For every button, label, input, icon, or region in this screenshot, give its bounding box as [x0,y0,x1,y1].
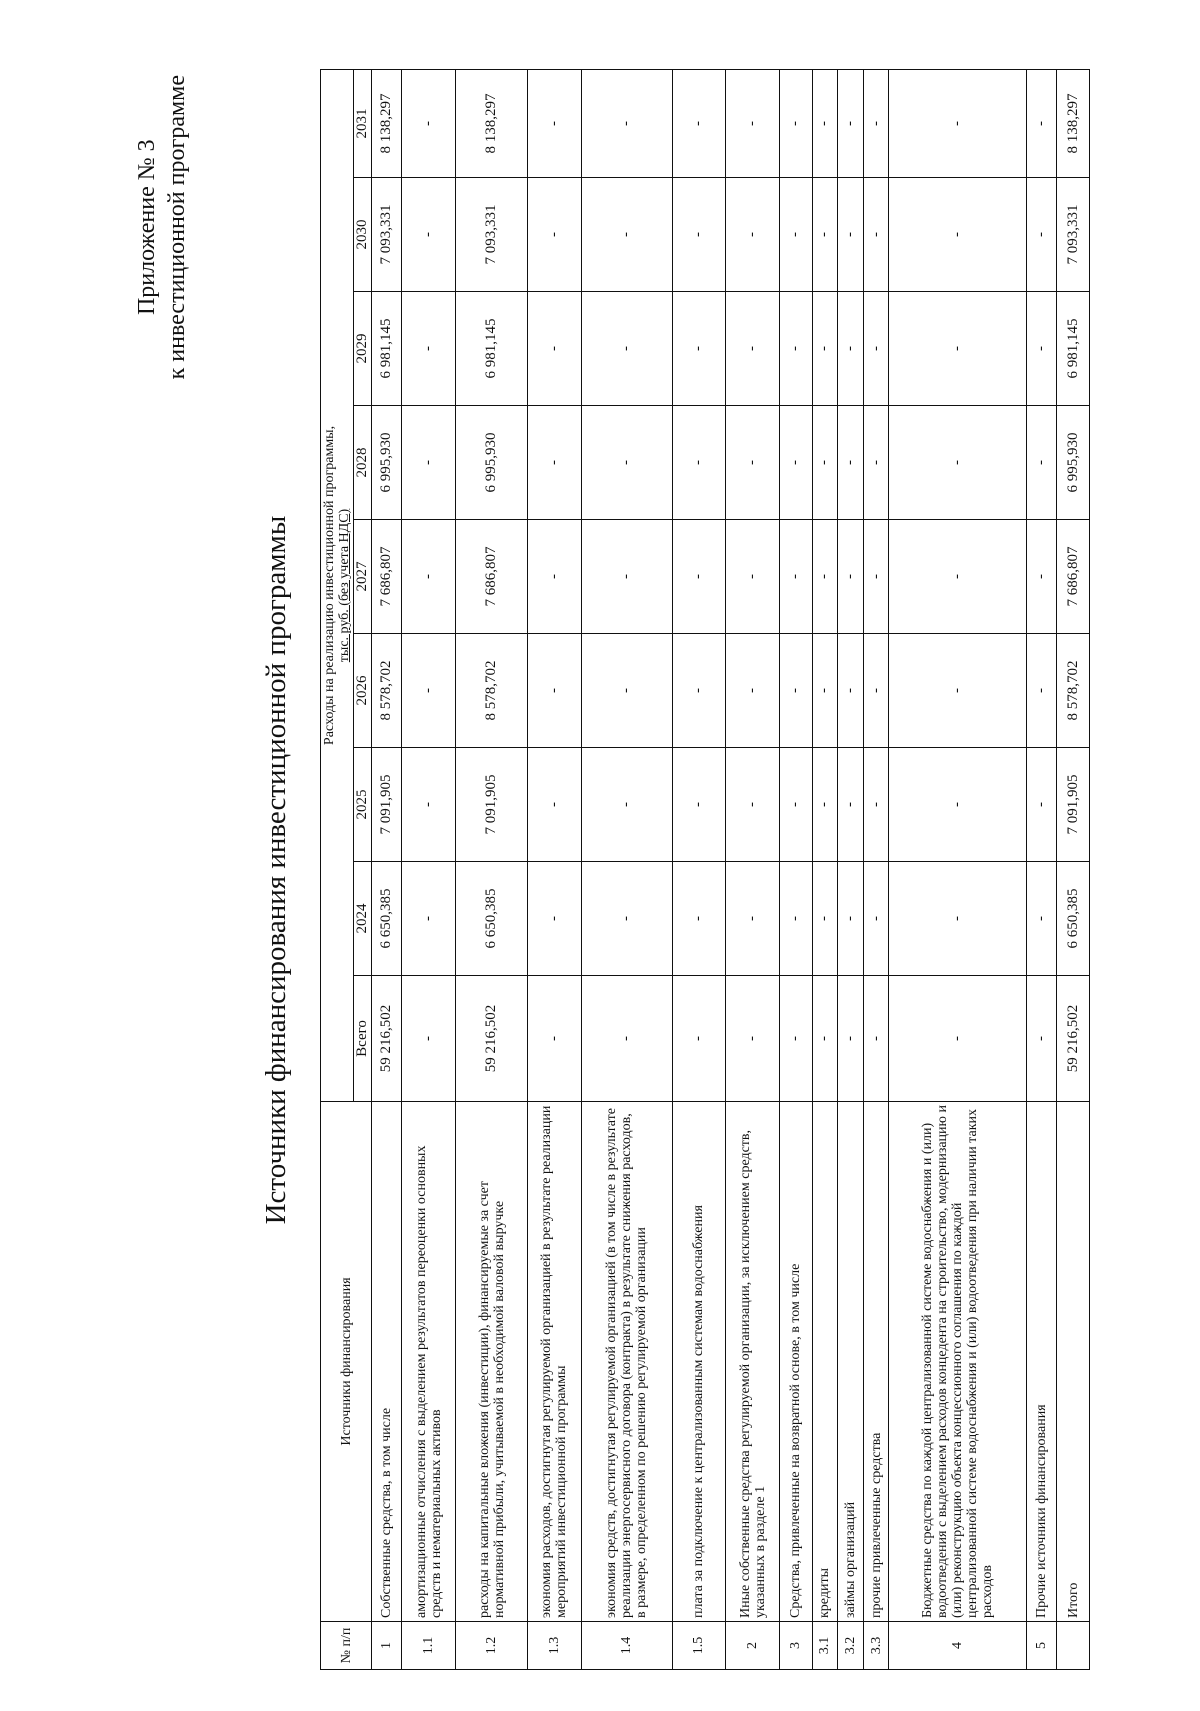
row-value: - [812,520,838,634]
row-value: - [779,292,812,406]
row-value: - [838,976,864,1102]
row-value: - [402,976,456,1102]
row-value: - [779,520,812,634]
row-value: - [889,634,1027,748]
row-value: - [672,748,726,862]
header-num: № п/п [321,1622,372,1670]
row-value: - [812,69,838,177]
row-value: 8 578,702 [455,634,527,748]
table-row [779,69,812,1669]
document-title: Источники финансирования инвестиционной программы [260,515,292,1225]
row-value: 6 995,930 [455,406,527,520]
row-value: - [1026,69,1056,177]
row-value: - [1026,178,1056,292]
financing-table [320,69,1090,1670]
row-value: - [672,406,726,520]
row-value: - [779,634,812,748]
row-source: амортизационные отчисления с выделением результатов переоценки основных средств и нематериальных активов [402,1102,456,1622]
row-value: - [528,69,582,177]
row-value: - [1026,292,1056,406]
row-value: - [528,520,582,634]
row-value: - [779,69,812,177]
table-row [863,69,889,1669]
header-expenses-line-1: Расходы на реализацию инвестиционной программы, [322,425,337,746]
row-number [1057,1622,1090,1670]
row-value: 7 091,905 [372,748,402,862]
row-source: Итого [1057,1102,1090,1622]
row-value: - [889,178,1027,292]
row-number: 1.3 [528,1622,582,1670]
row-value: - [726,634,780,748]
row-source: Прочие источники финансирования [1026,1102,1056,1622]
row-value: - [863,862,889,976]
row-number: 1.1 [402,1622,456,1670]
row-value: - [672,976,726,1102]
row-value: 7 686,807 [1057,520,1090,634]
table-header-row [321,69,354,1669]
row-value: 6 650,385 [455,862,527,976]
row-number: 1 [372,1622,402,1670]
row-value: 7 093,331 [455,178,527,292]
row-value: - [726,976,780,1102]
table-row [812,69,838,1669]
row-value: 6 650,385 [1057,862,1090,976]
row-value: - [863,406,889,520]
table-row [581,69,672,1669]
row-value: - [1026,634,1056,748]
row-value: - [889,520,1027,634]
row-value: - [889,406,1027,520]
row-value: - [838,292,864,406]
row-value: - [402,520,456,634]
header-col-2025: 2025 [354,748,372,862]
row-source: займы организаций [838,1102,864,1622]
row-value: - [889,862,1027,976]
row-value: - [838,69,864,177]
row-value: - [812,976,838,1102]
row-number: 3.1 [812,1622,838,1670]
row-value: - [838,748,864,862]
table-row [402,69,456,1669]
row-value: - [581,976,672,1102]
row-value: - [528,406,582,520]
row-value: - [812,748,838,862]
row-value: - [889,292,1027,406]
row-value: - [528,178,582,292]
row-number: 3.3 [863,1622,889,1670]
row-value: 7 686,807 [455,520,527,634]
row-value: - [812,406,838,520]
row-value: - [402,748,456,862]
row-value: - [672,634,726,748]
row-value: 8 578,702 [372,634,402,748]
row-value: - [581,748,672,862]
row-value: 6 981,145 [372,292,402,406]
table-row [838,69,864,1669]
row-value: 7 686,807 [372,520,402,634]
table-row [528,69,582,1669]
row-value: - [863,69,889,177]
header-col-2024: 2024 [354,862,372,976]
row-source: Иные собственные средства регулируемой организации, за исключением средств, указанных в разделе 1 [726,1102,780,1622]
row-source: расходы на капитальные вложения (инвестиции), финансируемые за счет нормативной прибыли, учитываемой в необходимой валовой выручке [455,1102,527,1622]
row-value: - [402,862,456,976]
row-value: - [726,292,780,406]
row-value: - [402,634,456,748]
row-value: - [581,292,672,406]
row-value: - [528,748,582,862]
row-value: - [863,178,889,292]
header-col-total: Всего [354,976,372,1102]
header-expenses [321,69,354,1101]
row-value: - [1026,862,1056,976]
row-number: 3.2 [838,1622,864,1670]
header-col-2029: 2029 [354,292,372,406]
row-value: - [812,862,838,976]
row-value: - [528,634,582,748]
row-source: прочие привлеченные средства [863,1102,889,1622]
row-value: - [528,976,582,1102]
row-source: кредиты [812,1102,838,1622]
row-source: экономия расходов, достигнутая регулируемой организацией в результате реализации мероприятий инвестиционной программы [528,1102,582,1622]
row-number: 4 [889,1622,1027,1670]
row-value: - [402,69,456,177]
row-value: - [581,520,672,634]
row-value: 7 093,331 [372,178,402,292]
row-number: 3 [779,1622,812,1670]
row-value: 59 216,502 [1057,976,1090,1102]
row-value: - [838,178,864,292]
row-value: - [528,292,582,406]
row-value: - [581,634,672,748]
header-col-2030: 2030 [354,178,372,292]
row-source: плата за подключение к централизованным системам водоснабжения [672,1102,726,1622]
row-value: 8 138,297 [372,69,402,177]
row-source: Бюджетные средства по каждой централизованной системе водоснабжения и (или) водоотведения с выделением расходов концедента на строительство, модернизацию и (или) реконструкцию объекта концессионного соглашения по каждой централизованной системе водоснабжения и (или) водоотведения при наличии таких расходов [889,1102,1027,1622]
row-value: - [889,748,1027,862]
row-value: - [672,520,726,634]
row-value: - [726,69,780,177]
row-source: Собственные средства, в том числе [372,1102,402,1622]
row-number: 5 [1026,1622,1056,1670]
table-body [372,69,1090,1669]
table-row [672,69,726,1669]
row-value: - [1026,976,1056,1102]
row-value: - [528,862,582,976]
row-value: - [672,862,726,976]
header-col-2028: 2028 [354,406,372,520]
row-value: - [726,748,780,862]
appendix-line-1: Приложение № 3 [134,139,160,316]
table-row [726,69,780,1669]
row-value: - [863,520,889,634]
row-value: - [402,292,456,406]
row-value: - [581,406,672,520]
row-value: - [812,178,838,292]
row-value: - [779,178,812,292]
table-row [455,69,527,1669]
table-row [1026,69,1056,1669]
row-value: - [779,406,812,520]
document-page [70,50,1120,1690]
row-value: 6 995,930 [1057,406,1090,520]
row-number: 2 [726,1622,780,1670]
row-value: 7 093,331 [1057,178,1090,292]
row-value: - [838,520,864,634]
row-value: - [581,69,672,177]
row-value: - [812,292,838,406]
header-expenses-line-2: тыс. руб. (без учета НДС) [337,508,352,663]
row-value: - [672,69,726,177]
row-source: экономия средств, достигнутая регулируемой организацией (в том числе в результате реализации энергосервисного договора (контракта) в результате снижения расходов, в размере, определенном по решению регулируемой организации [581,1102,672,1622]
row-value: 8 138,297 [1057,69,1090,177]
row-value: - [1026,748,1056,862]
row-value: - [726,178,780,292]
row-value: - [812,634,838,748]
row-value: - [889,69,1027,177]
row-value: 7 091,905 [455,748,527,862]
row-value: 6 981,145 [455,292,527,406]
row-value: - [726,862,780,976]
row-value: - [672,178,726,292]
row-value: - [863,976,889,1102]
header-col-2031: 2031 [354,69,372,177]
header-col-2027: 2027 [354,520,372,634]
appendix-line-2: к инвестиционной программе [164,75,190,380]
row-value: - [402,178,456,292]
header-source: Источники финансирования [321,1102,372,1622]
row-value: - [779,976,812,1102]
row-value: - [402,406,456,520]
row-value: 6 981,145 [1057,292,1090,406]
row-value: 8 138,297 [455,69,527,177]
row-number: 1.2 [455,1622,527,1670]
row-number: 1.4 [581,1622,672,1670]
row-value: - [726,406,780,520]
row-value: - [889,976,1027,1102]
row-value: 8 578,702 [1057,634,1090,748]
row-value: - [1026,520,1056,634]
row-value: - [581,178,672,292]
row-value: - [863,634,889,748]
row-value: - [863,292,889,406]
row-value: - [726,520,780,634]
row-value: 6 995,930 [372,406,402,520]
row-value: - [863,748,889,862]
row-value: - [672,292,726,406]
row-value: 7 091,905 [1057,748,1090,862]
table-row [372,69,402,1669]
row-value: - [779,748,812,862]
row-value: - [779,862,812,976]
row-value: - [1026,406,1056,520]
row-value: - [581,862,672,976]
row-value: 6 650,385 [372,862,402,976]
row-value: - [838,634,864,748]
row-source: Средства, привлеченные на возвратной основе, в том числе [779,1102,812,1622]
appendix-header [132,75,192,379]
row-value: - [838,406,864,520]
table-row-total [1057,69,1090,1669]
table-row [889,69,1027,1669]
row-value: 59 216,502 [372,976,402,1102]
row-value: - [838,862,864,976]
row-value: 59 216,502 [455,976,527,1102]
row-number: 1.5 [672,1622,726,1670]
header-col-2026: 2026 [354,634,372,748]
